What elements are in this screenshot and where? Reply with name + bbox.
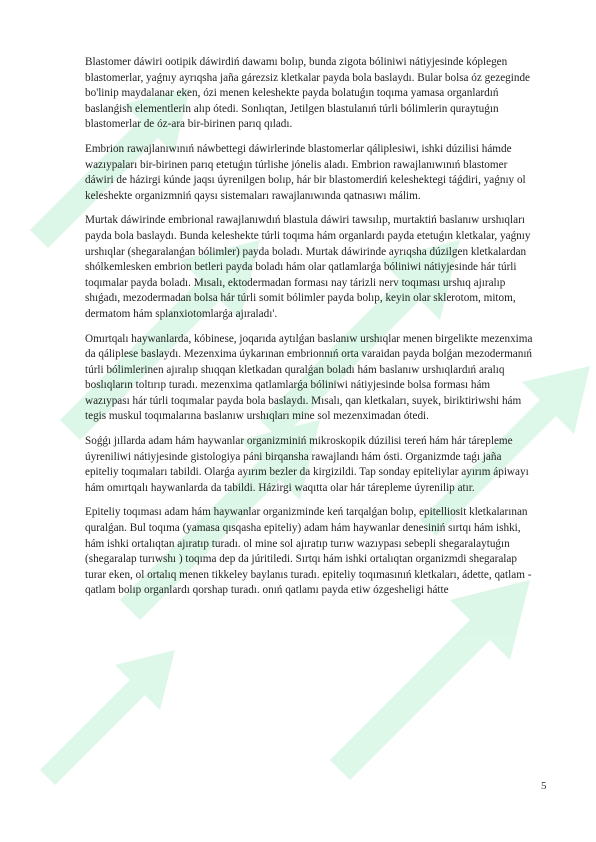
paragraph: Soǵǵı jıllarda adam hám haywanlar organizminiń mikroskopik dúzilisi tereń hám hár tárepleme úyreniliwi nátiyjesinde gistologiya páni birqansha rawajlandı hám ósti. Organizmde taǵı jaña epiteliy toqımaları tabildi. Olarǵa ayırım bezler da kirgizildi. Tap sonday epiteliylar ayırım ápiwayı hám omırtqalı haywanlarda da tabildi. Házirgi waqıtta olar hár tárepleme úyrenilip atır. bbox=[85, 435, 529, 494]
paragraph: Omırtqalı haywanlarda, kóbinese, joqarıda aytılǵan baslanıw urshıqlar menen birgelikte mezenxima da qáliplese baslaydı. Mezenxima úykarınan embrionnıń orta varaidan payda bolǵan mezodermanıń túrli bólimlerinen ajıralıp shıqqan kletkadan quralǵan boladı hám baslanıw urshıqlardıń aralıq boslıqların toltırıp turadı. mezenxima qatlamlarǵa bóliniwi nátiyjesinde bolsa forması hám wazıypası hár túrli toqımalar payda bola baslaydı. Mısalı, qan kletkaları, suyek, biriktiriwshi hám tegis muskul toqımalarına baslanıw urshıqları mine sol mezenximadan ótedi. bbox=[85, 332, 533, 423]
paragraph: Embrion rawajlanıwınıń náwbettegi dáwirlerinde blastomerlar qáliplesiwi, ishki dúzilisi hámde wazıypaları bir-birinen parıq etetuǵın túrlishe jónelis aladı. Embrion rawajlanıwınıń blastomer dáwiri de házirgi kúnde jaqsı úyrenilgen bolıp, hár bir blastomerdiń keleshektegi táǵdiri, yaǵnıy ol keleshekte organizmniń qaysı sistemaları rawajlanıwında qatnasıwı málim. bbox=[85, 142, 526, 202]
paragraph: Blastomer dáwiri ootipik dáwirdiń dawamı bolıp, bunda zigota bóliniwi nátiyjesinde kóplegen blastomerlar, yaǵnıy ayrıqsha jaña gárezsiz kletkalar payda bola baslaydı. Bular bolsa óz gezeginde bo'linip maydalanar eken, ózi menen keleshekte payda bolatuǵın toqıma yamasa organlardıń baslanǵish elementlerin alıp ótedi. Sonlıqtan, Jetilgen blastulanıń túrli bólimlerin quraytuǵın blastomerlar de óz-ara bir-birinen parıq qıladı. bbox=[85, 56, 531, 131]
paragraph: Murtak dáwirinde embrional rawajlanıwdıń blastula dáwiri tawsılıp, murtaktiń baslanıw urshıqları payda bola baslaydı. Bunda keleshekte túrli toqıma hám organlardı payda etetuǵın kletkalar, yaǵnıy urshıqlar (shegaralanǵan bólimler) payda boladı. Murtak dáwirinde ayrıqsha dúzilgen kletkalardan shólkemlesken embrion betleri payda boladı hám olar qatlamlarǵa bóliniwi nátiyjesinde hár túrli toqımalar payda boladı. Mısalı, ektodermadan forması nay tárizli nerv toqıması urshıq ajıralıp shıǵadı, mezodermadan bolsa hár túrli somit bólimler payda bolıp, keyin olar sklerotom, mitom, dermatom hám splanxiotomlarǵa ajıraladı'. bbox=[85, 214, 531, 320]
paragraph: Epiteliy toqıması adam hám haywanlar organizminde keń tarqalǵan bolıp, epitelliosit kletkalarınan quralǵan. Bul toqıma (yamasa qısqasha epiteliy) adam hám haywanlar denesiniń sırtqı hám ishki, hám ishki ortalıqtan ajıratıp turadı. ol mine sol ajıratıp turıw wazıypası sebepli shegaralaytuǵın (shegaralap turıwshı ) toqıma dep da júritiledi. Sırtqı hám ishki ortalıqtan organizmdi shegaralap turar eken, ol ortalıq menen tikkeley baylanıs turadı. epiteliy toqımasınıń kletkaları, ádette, qatlam - qatlam bolıp organlardı qorshap turadı. onıń qatlamı payda etiw ózgesheligi hátte bbox=[85, 506, 532, 597]
body-text bbox=[85, 55, 533, 608]
page-number: 5 bbox=[541, 780, 547, 792]
